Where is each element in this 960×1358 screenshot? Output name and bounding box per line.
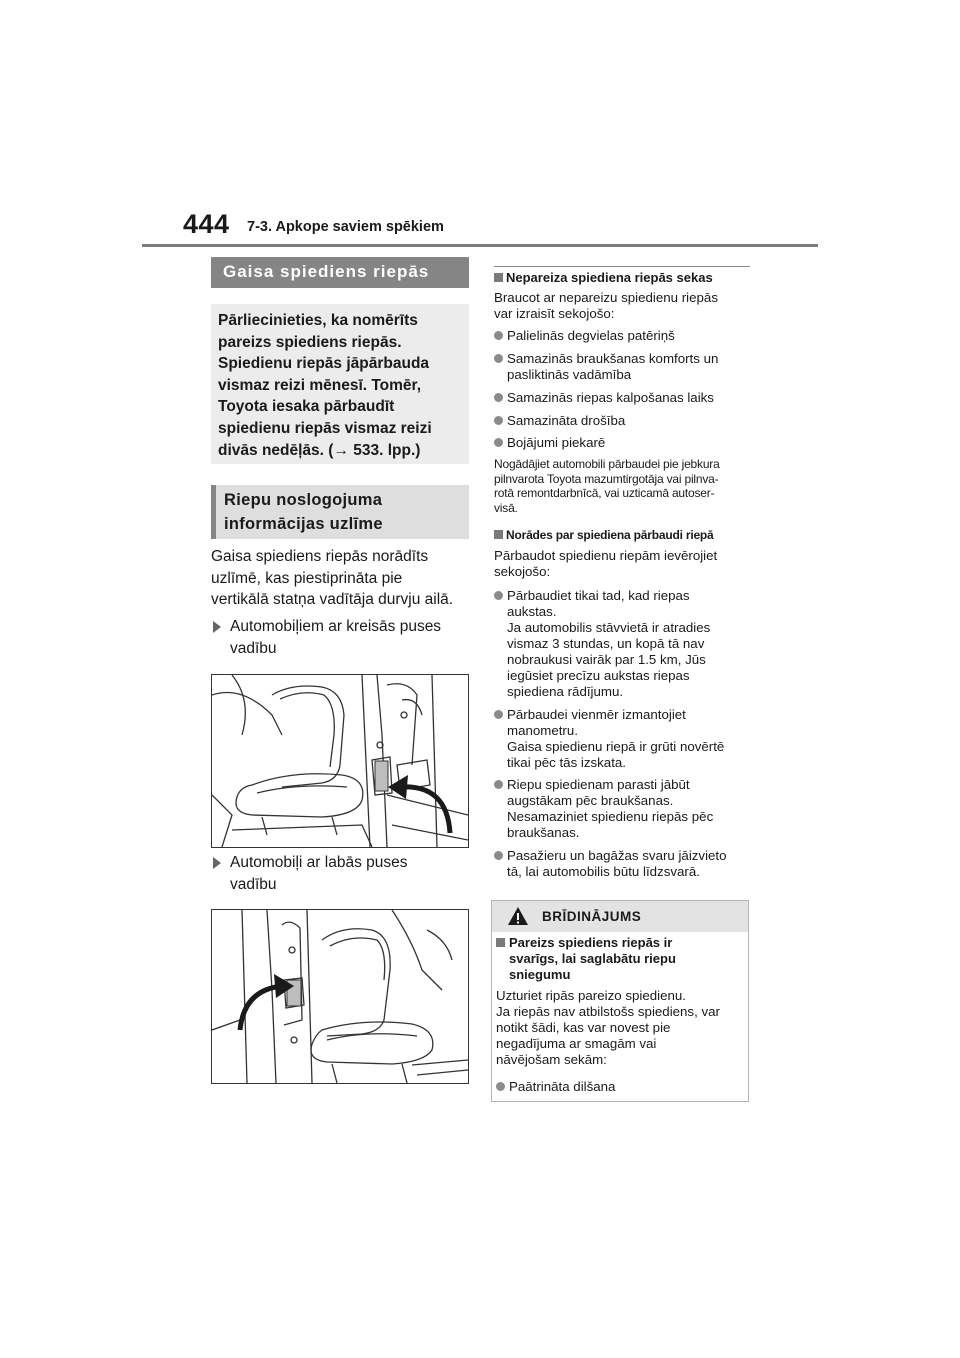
circle-bullet-icon [494,354,503,363]
bullet-line: manometru. [507,723,578,738]
warning-triangle-icon [507,906,529,926]
service-note [494,457,750,515]
item-line: Automobiļi ar labās puses [230,854,408,871]
note-line: rotā remontdarbnīcā, vai uzticamā autoser- [494,486,715,500]
circle-bullet-icon [494,851,503,860]
check-intro [494,548,750,580]
intro-line: Pārliecinieties, ka nomērīts [218,312,418,329]
bullet-item [494,413,750,429]
subsection-heading-consequences [494,270,750,285]
section-title-line: informācijas uzlīme [224,514,383,533]
warning-box [491,900,749,1102]
header-rule [142,244,818,247]
item-right-hand-drive [213,852,463,895]
bullet-line: Pārbaudiet tikai tad, kad riepas [507,588,690,603]
label-location-text [211,546,473,611]
page-number: 444 [183,209,230,239]
car-seat-drawing-rhd [212,910,468,1083]
bullet-line: augstākam pēc braukšanas. [507,793,674,808]
subsection-rule [494,266,750,267]
body-line: Gaisa spiediens riepās norādīts [211,548,429,565]
bullet-line: Riepu spiedienam parasti jābūt [507,777,690,792]
bullet-item [494,390,750,406]
item-line: Automobiļiem ar kreisās puses [230,618,442,635]
bullet-item [494,328,750,344]
warning-head-line: Pareizs spiediens riepās ir [509,935,673,950]
note-line: visā. [494,500,518,515]
bullet-line: Palielinās degvielas patēriņš [507,328,675,343]
circle-bullet-icon [494,710,503,719]
bullet-item [494,848,750,880]
circle-bullet-icon [494,331,503,340]
circle-bullet-icon [494,438,503,447]
bullet-line: iegūsiet precīzu aukstas riepas [507,668,690,683]
circle-bullet-icon [494,591,503,600]
bullet-line: braukšanas. [507,825,580,840]
intro-box [211,304,469,464]
chapter-title: 7-3. Apkope saviem spēkiem [247,219,444,235]
warning-text-line: nāvējošam sekām: [496,1052,607,1067]
item-line: vadību [230,639,277,657]
bullet-line: Pasažieru un bagāžas svaru jāizvieto [507,848,727,863]
bullet-line: Pārbaudei vienmēr izmantojiet [507,707,686,722]
bullet-item [494,351,750,383]
intro-line: spiedienu riepās vismaz reizi [218,419,432,437]
illustration-rhd-door-pillar [211,909,469,1084]
intro-line: Spiedienu riepās jāpārbauda [218,355,430,373]
section-title-tire-pressure: Gaisa spiediens riepās [211,257,469,288]
bullet-line: Ja automobilis stāvvietā ir atradies [507,620,711,635]
item-left-hand-drive [213,616,463,659]
circle-bullet-icon [494,416,503,425]
circle-bullet-icon [494,780,503,789]
bullet-item [494,588,750,700]
warning-head-line: sniegumu [509,967,571,982]
square-bullet-icon [494,273,503,282]
warning-text [496,988,746,1068]
intro-line: vismaz reizi mēnesī. Tomēr, [218,376,422,394]
subsection-heading-check-notes [494,528,750,542]
intro-line: divās nedēļās. (→ 533. lpp.) [218,441,421,459]
bullet-line: spiediena rādījumu. [507,684,624,699]
subsection-heading-text: Nepareiza spiediena riepās sekas [506,270,713,285]
body-line: uzlīmē, kas piestiprināta pie [211,569,403,587]
note-line: pilnvarota Toyota mazumtirgotāja vai pilnva- [494,471,719,486]
car-seat-drawing-lhd [212,675,468,847]
illustration-lhd-door-pillar [211,674,469,848]
bullet-line: Samazinās braukšanas komforts un [507,351,719,366]
warning-title: BRĪDINĀJUMS [542,909,642,924]
note-line: Nogādājiet automobili pārbaudei pie jebkura [494,457,720,471]
section-title-line: Riepu noslogojuma [224,491,383,509]
warning-subheading [496,935,736,983]
bullet-line: Samazinās riepas kalpošanas laiks [507,390,714,405]
para-line: Pārbaudot spiedienu riepām ievērojiet [494,548,718,563]
bullet-line: nobraukusi vairāk par 1.5 km, Jūs [507,652,706,667]
triangle-bullet-icon [213,621,221,633]
square-bullet-icon [494,530,503,539]
bullet-line: tā, lai automobilis būtu līdzsvarā. [507,864,700,879]
subsection-heading-text: Norādes par spiediena pārbaudi riepā [506,528,714,542]
triangle-bullet-icon [213,857,221,869]
warning-head-line: svarīgs, lai saglabātu riepu [509,951,676,966]
intro-line: pareizs spiediens riepās. [218,333,402,351]
warning-bullet [496,1079,741,1095]
para-line: var izraisīt sekojošo: [494,306,615,321]
square-bullet-icon [496,938,505,947]
bullet-line: Bojājumi piekarē [507,435,606,450]
bullet-line: pasliktinās vadāmība [507,367,632,382]
warning-text-line: Uzturiet ripās pareizo spiedienu. [496,988,686,1003]
section-title-load-label [211,485,469,539]
label-sticker-highlight [375,761,388,791]
consequences-intro [494,290,750,322]
pointer-arrow-icon [402,787,450,833]
intro-line: Toyota iesaka pārbaudīt [218,398,395,416]
para-line: Braucot ar nepareizu spiedienu riepās [494,290,718,305]
item-line: vadību [230,875,277,893]
warning-text-line: negadījuma ar smagām vai [496,1036,657,1051]
bullet-item [494,435,750,451]
bullet-line: Samazināta drošība [507,413,626,428]
para-line: sekojošo: [494,564,551,579]
bullet-item [494,777,750,841]
body-line: vertikālā statņa vadītāja durvju ailā. [211,591,454,608]
warning-bullet-text: Paātrināta dilšana [509,1079,616,1094]
circle-bullet-icon [496,1082,505,1091]
circle-bullet-icon [494,393,503,402]
bullet-line: aukstas. [507,604,557,619]
bullet-item [494,707,750,771]
warning-header [492,901,748,932]
warning-text-line: Ja riepās nav atbilstošs spiediens, var [496,1004,720,1019]
bullet-line: tikai pēc tās izskata. [507,755,626,770]
warning-text-line: notikt šādi, kas var novest pie [496,1020,671,1035]
bullet-line: Gaisa spiedienu riepā ir grūti novērtē [507,739,725,754]
bullet-line: vismaz 3 stundas, un kopā tā nav [507,636,705,651]
bullet-line: Nesamaziniet spiedienu riepās pēc [507,809,714,824]
